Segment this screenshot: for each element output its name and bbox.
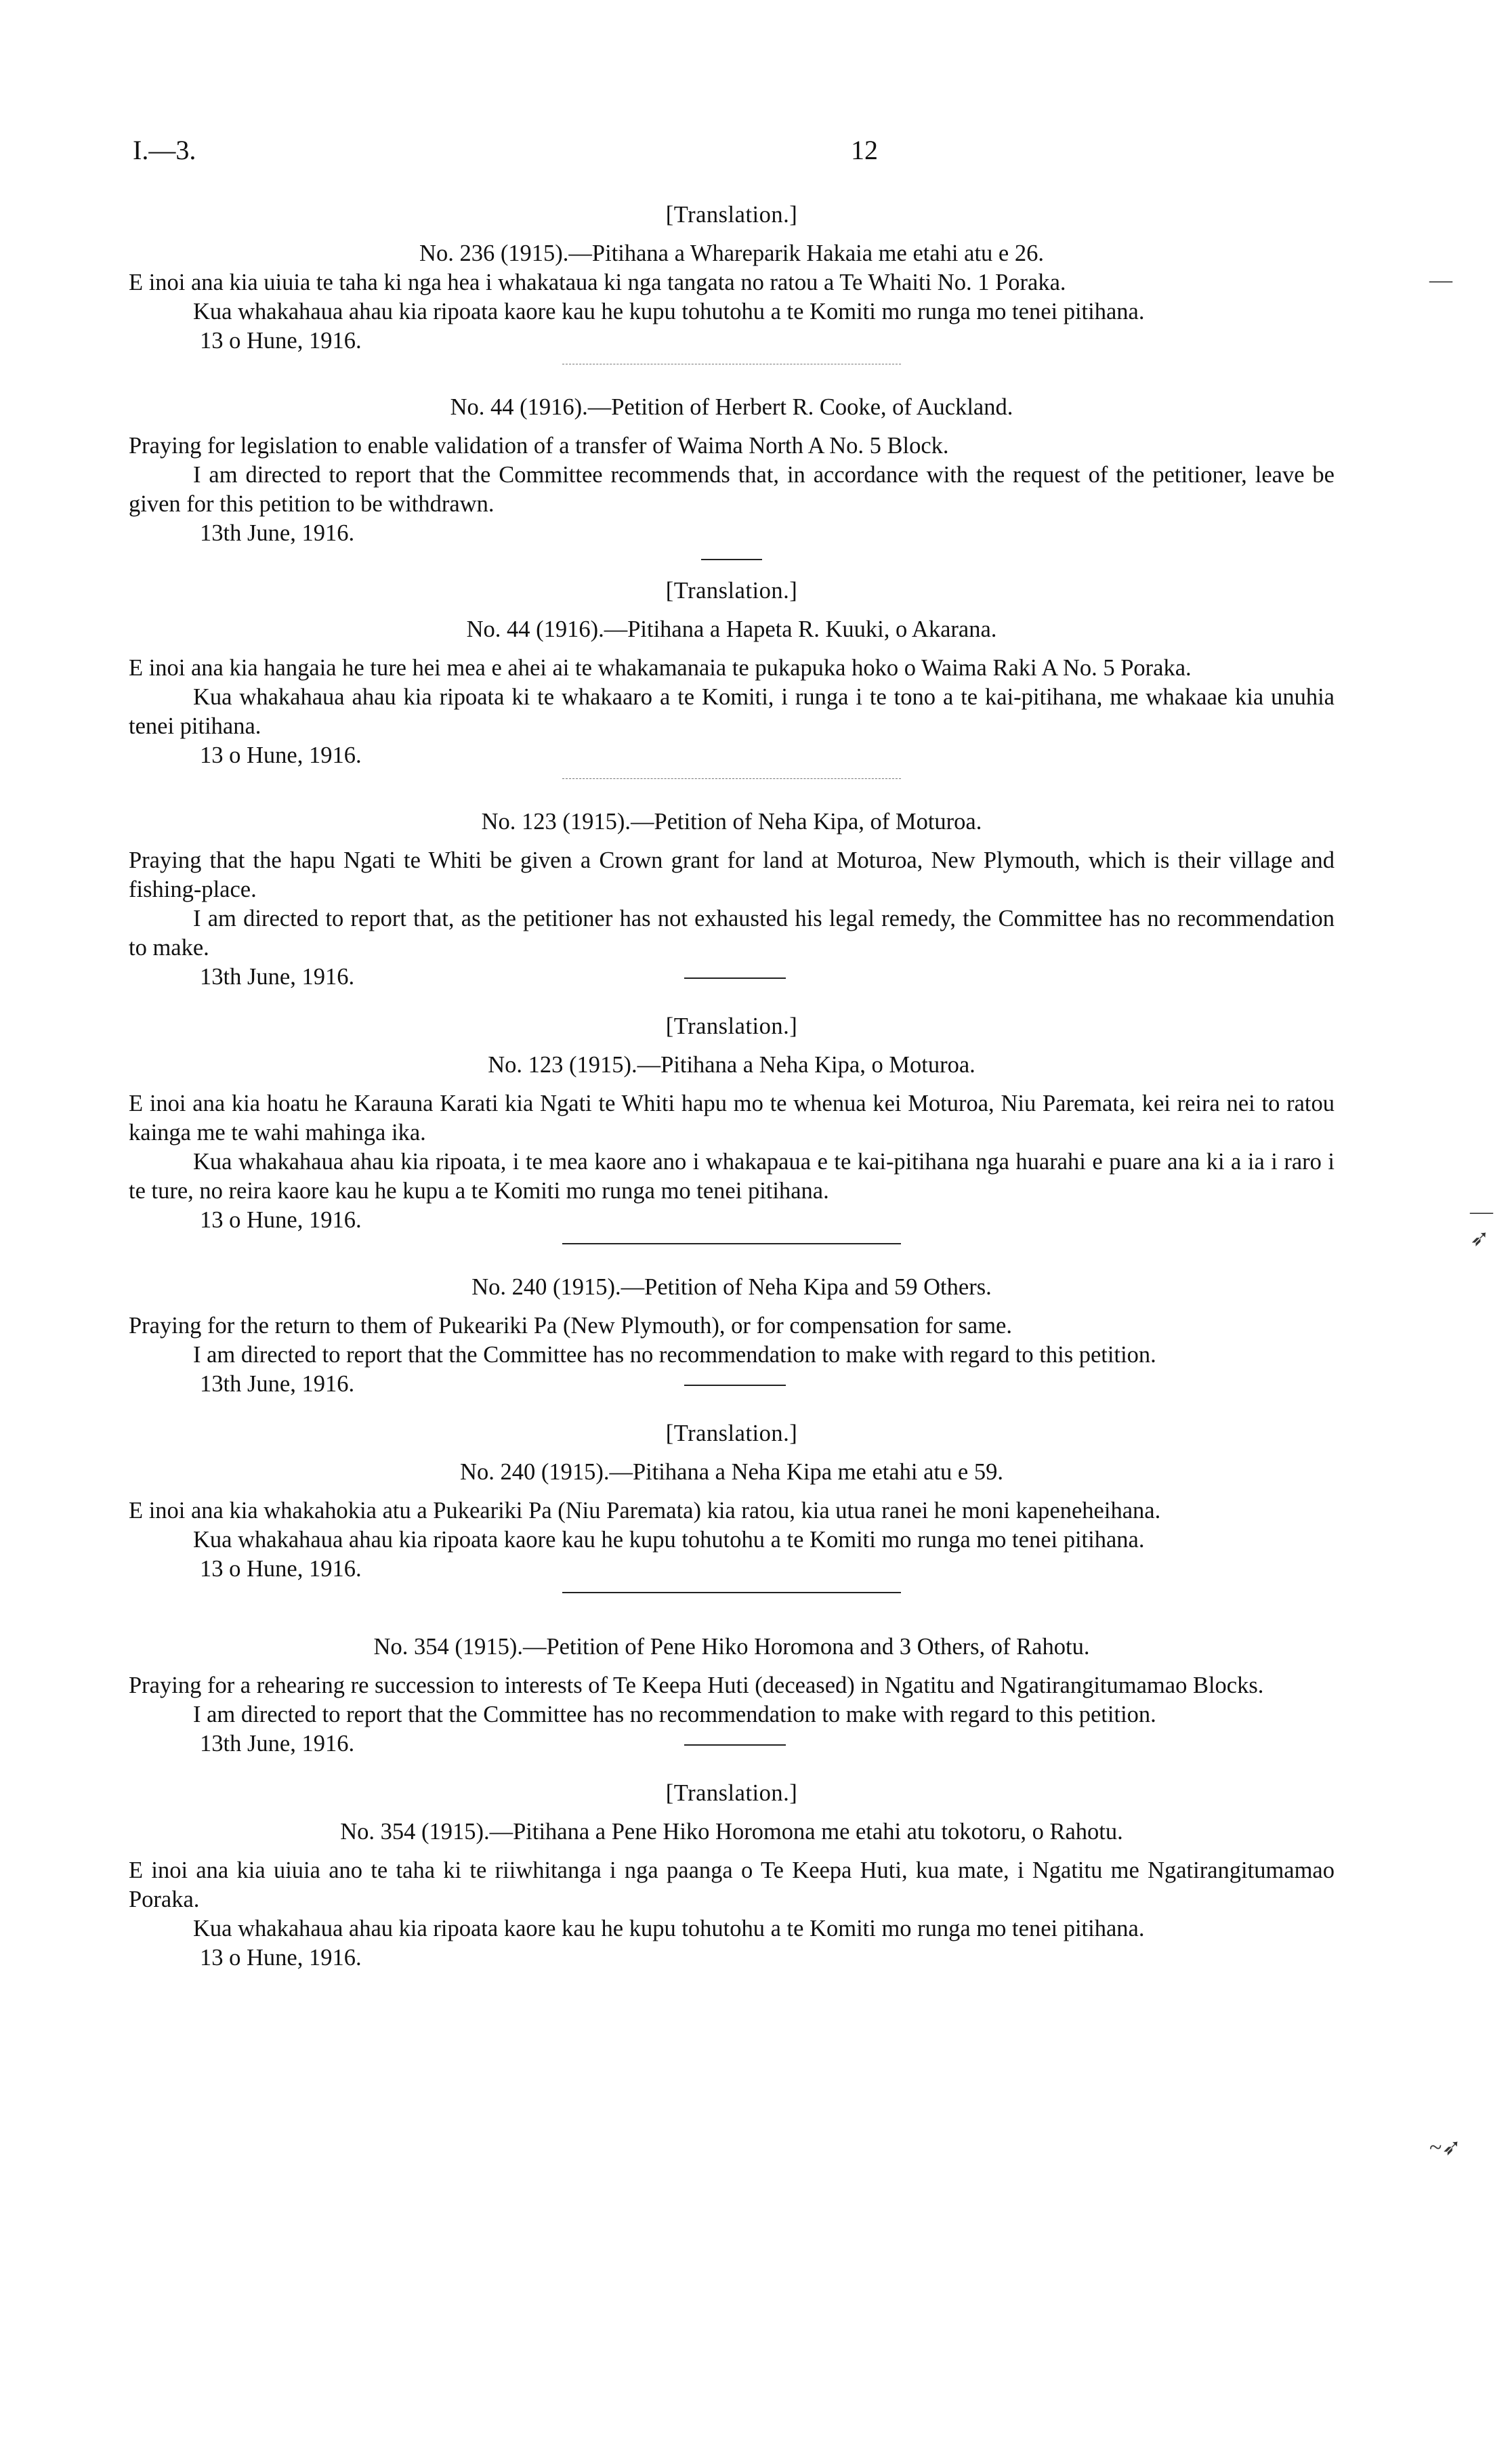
translation-label: [Translation.] <box>665 1780 798 1806</box>
petition-date: 13th June, 1916. <box>200 520 355 546</box>
date-row <box>129 1370 1335 1399</box>
petition-prayer: Praying that the hapu Ngati te Whiti be given a Crown grant for land at Moturoa, New Plymouth, which is their village and fishing-place. <box>129 847 1335 902</box>
document-body <box>129 201 1335 1973</box>
petition-report: I am directed to report that the Committee has no recommendation to make with regard to this petition. <box>193 1342 1156 1368</box>
document-reference: I.—3. <box>133 135 196 165</box>
petition-prayer: Praying for the return to them of Pukeariki Pa (New Plymouth), or for compensation for same. <box>129 1313 1012 1339</box>
section-divider <box>562 1592 901 1593</box>
petition-report: I am directed to report that the Committee has no recommendation to make with regard to this petition. <box>193 1702 1156 1727</box>
petition-heading: No. 354 (1915).—Petition of Pene Hiko Horomona and 3 Others, of Rahotu. <box>373 1634 1090 1660</box>
petition-date: 13th June, 1916. <box>200 964 355 990</box>
petition-heading: No. 236 (1915).—Pitihana a Whareparik Hakaia me etahi atu e 26. <box>419 240 1044 266</box>
petition-section <box>129 1273 1335 1399</box>
page-number: 12 <box>851 135 878 165</box>
margin-mark: —➶ <box>1470 1199 1493 1251</box>
petition-prayer: E inoi ana kia uiuia te taha ki nga hea i whakataua ki nga tangata no ratou a Te Whaiti No. 1 Poraka. <box>129 270 1066 295</box>
petition-date: 13th June, 1916. <box>200 1731 355 1757</box>
petition-prayer: Praying for a rehearing re succession to interests of Te Keepa Huti (deceased) in Ngatitu and Ngatirangitumamao Blocks. <box>129 1673 1264 1698</box>
short-divider <box>684 977 786 979</box>
petition-section <box>129 807 1335 992</box>
petition-date: 13 o Hune, 1916. <box>200 1207 362 1233</box>
petition-heading: No. 44 (1916).—Pitihana a Hapeta R. Kuuki, o Akarana. <box>466 616 997 642</box>
petition-report: Kua whakahaua ahau kia ripoata kaore kau he kupu tohutohu a te Komiti mo runga mo tenei pitihana. <box>193 1527 1145 1553</box>
petition-heading: No. 44 (1916).—Petition of Herbert R. Cooke, of Auckland. <box>450 394 1013 420</box>
translation-label: [Translation.] <box>665 1421 798 1446</box>
translation-label: [Translation.] <box>665 1013 798 1039</box>
petition-date: 13 o Hune, 1916. <box>200 1945 362 1971</box>
petition-section <box>129 1012 1335 1235</box>
petition-heading: No. 240 (1915).—Pitihana a Neha Kipa me etahi atu e 59. <box>460 1459 1003 1485</box>
petition-prayer: E inoi ana kia whakahokia atu a Pukeariki Pa (Niu Paremata) kia ratou, kia utua ranei he moni kapeneheihana. <box>129 1498 1161 1523</box>
petition-date: 13 o Hune, 1916. <box>200 328 362 354</box>
petition-prayer: E inoi ana kia hangaia he ture hei mea e ahei ai te whakamanaia te pukapuka hoko o Waima Raki A No. 5 Poraka. <box>129 655 1192 681</box>
petition-section <box>129 393 1335 548</box>
petition-prayer: E inoi ana kia hoatu he Karauna Karati kia Ngati te Whiti hapu mo te whenua kei Moturoa, Niu Paremata, kei reira nei to ratou kainga me te wahi mahinga ika. <box>129 1091 1335 1145</box>
petition-report: I am directed to report that the Committee recommends that, in accordance with the request of the petitioner, leave be given for this petition to be withdrawn. <box>129 462 1335 517</box>
petition-heading: No. 123 (1915).—Petition of Neha Kipa, of Moturoa. <box>481 809 982 835</box>
page-header <box>133 134 1339 175</box>
section-divider <box>562 1243 901 1244</box>
date-row <box>129 1729 1335 1759</box>
section-divider <box>562 778 901 779</box>
petition-section <box>129 1633 1335 1759</box>
margin-mark: ~➶ <box>1429 2135 1461 2160</box>
petition-heading: No. 354 (1915).—Pitihana a Pene Hiko Horomona me etahi atu tokotoru, o Rahotu. <box>340 1819 1123 1845</box>
petition-heading: No. 123 (1915).—Pitihana a Neha Kipa, o Moturoa. <box>488 1052 975 1078</box>
margin-mark: — <box>1429 268 1452 293</box>
date-row <box>129 963 1335 992</box>
petition-section <box>129 576 1335 770</box>
petition-section <box>129 201 1335 356</box>
short-divider <box>684 1744 786 1746</box>
petition-date: 13 o Hune, 1916. <box>200 742 362 768</box>
section-divider <box>701 559 762 560</box>
petition-date: 13 o Hune, 1916. <box>200 1556 362 1582</box>
translation-label: [Translation.] <box>665 202 798 228</box>
petition-report: Kua whakahaua ahau kia ripoata, i te mea kaore ano i whakapaua e te kai-pitihana nga huarahi e puare ana ki a ia i raro i te ture, no reira kaore kau he kupu a te Komiti mo runga mo tenei pitihana. <box>129 1149 1335 1204</box>
petition-section <box>129 1779 1335 1973</box>
short-divider <box>684 1385 786 1386</box>
petition-heading: No. 240 (1915).—Petition of Neha Kipa and 59 Others. <box>471 1274 992 1300</box>
petition-report: Kua whakahaua ahau kia ripoata ki te whakaaro a te Komiti, i runga i te tono a te kai-pitihana, me whakaae kia unuhia tenei pitihana. <box>129 684 1335 739</box>
petition-section <box>129 1419 1335 1584</box>
petition-date: 13th June, 1916. <box>200 1371 355 1397</box>
translation-label: [Translation.] <box>665 578 798 604</box>
petition-prayer: Praying for legislation to enable validation of a transfer of Waima North A No. 5 Block. <box>129 433 949 459</box>
petition-report: Kua whakahaua ahau kia ripoata kaore kau he kupu tohutohu a te Komiti mo runga mo tenei pitihana. <box>193 1916 1145 1941</box>
petition-report: Kua whakahaua ahau kia ripoata kaore kau he kupu tohutohu a te Komiti mo runga mo tenei pitihana. <box>193 299 1145 324</box>
petition-report: I am directed to report that, as the petitioner has not exhausted his legal remedy, the Committee has no recommendation to make. <box>129 906 1335 961</box>
petition-prayer: E inoi ana kia uiuia ano te taha ki te riiwhitanga i nga paanga o Te Keepa Huti, kua mate, i Ngatitu me Ngatirangitumamao Poraka. <box>129 1857 1335 1912</box>
